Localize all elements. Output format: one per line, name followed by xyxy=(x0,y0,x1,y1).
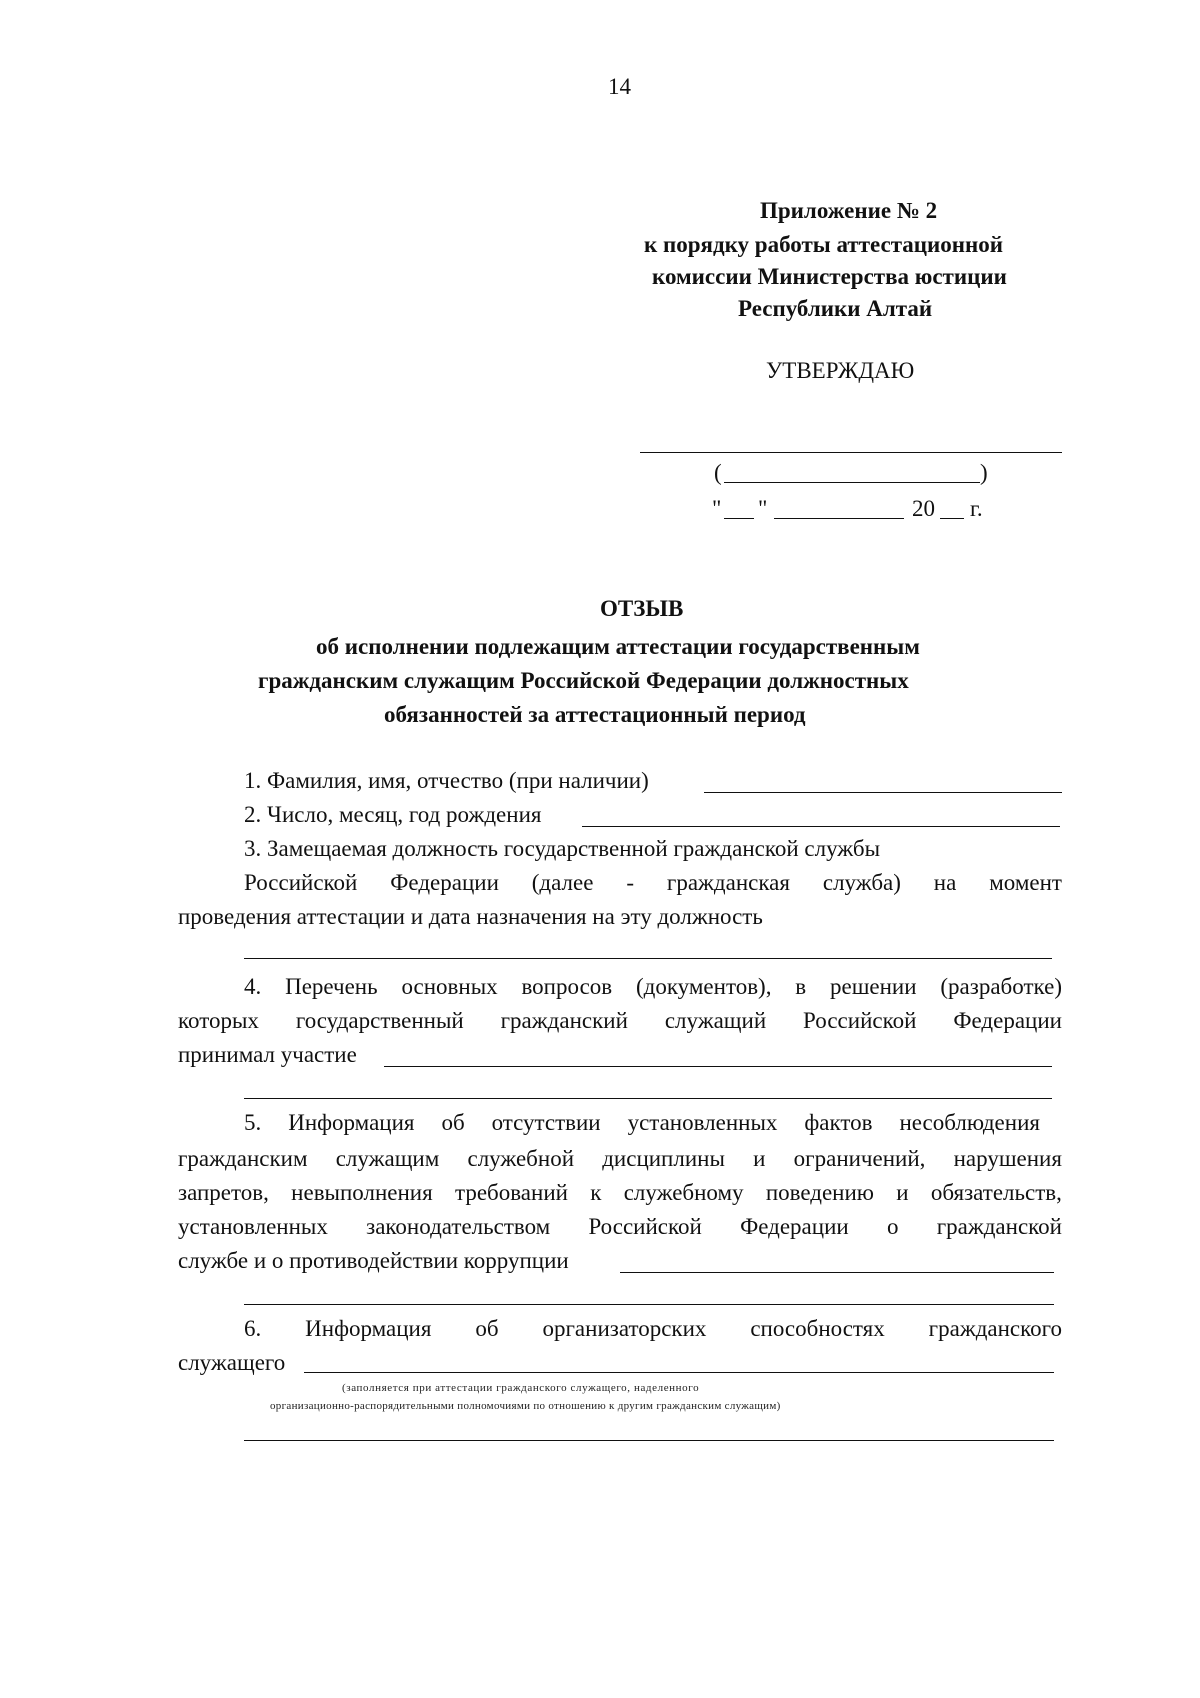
word: гражданской xyxy=(936,1214,1062,1239)
word: Федерации xyxy=(390,870,499,895)
full-name-line[interactable] xyxy=(704,792,1062,793)
word: Информация xyxy=(288,1110,415,1135)
word: и xyxy=(753,1146,766,1171)
word: гражданского xyxy=(928,1316,1062,1341)
field-4-line-1 xyxy=(244,974,1062,1000)
field-5-line-1 xyxy=(244,1110,1040,1136)
word: об xyxy=(475,1316,499,1341)
participation-line-2[interactable] xyxy=(244,1098,1052,1099)
compliance-line-1[interactable] xyxy=(620,1272,1054,1273)
field-3-line-1: 3. Замещаемая должность государственной гражданской службы xyxy=(244,836,881,861)
word: дисциплины xyxy=(602,1146,725,1171)
word: установленных xyxy=(627,1110,778,1135)
year-line xyxy=(940,518,964,519)
word: Российской xyxy=(244,870,358,895)
word: фактов xyxy=(804,1110,873,1135)
word: способностях xyxy=(750,1316,885,1341)
word: в xyxy=(795,974,807,999)
word: (документов), xyxy=(635,974,772,999)
word: и xyxy=(896,1180,909,1205)
heading-line-3: обязанностей за аттестационный период xyxy=(384,702,806,727)
word: Российской xyxy=(588,1214,702,1239)
word: служебной xyxy=(467,1146,574,1171)
date-quote-left: " xyxy=(712,496,722,521)
word: требований xyxy=(455,1180,568,1205)
date-quote-right: " xyxy=(758,496,768,521)
page-number: 14 xyxy=(608,74,631,99)
word: невыполнения xyxy=(291,1180,433,1205)
field-6-note-1: (заполняется при аттестации гражданского служащего, наделенного xyxy=(342,1382,700,1394)
word: государственный xyxy=(295,1008,464,1033)
field-3-line-2 xyxy=(244,870,1062,896)
word: решении xyxy=(830,974,917,999)
word: 6. xyxy=(244,1316,262,1341)
word: которых xyxy=(178,1008,259,1033)
word: служебному xyxy=(623,1180,744,1205)
word: Информация xyxy=(305,1316,432,1341)
word: 4. xyxy=(244,974,262,999)
approve-label: УТВЕРЖДАЮ xyxy=(766,358,915,383)
approver-name-line xyxy=(724,482,980,483)
word: (далее xyxy=(531,870,594,895)
word: нарушения xyxy=(953,1146,1062,1171)
paren-close: ) xyxy=(980,460,988,485)
word: Перечень xyxy=(285,974,378,999)
word: основных xyxy=(401,974,498,999)
appendix-line-2: комиссии Министерства юстиции xyxy=(652,264,1007,289)
heading-line-2: гражданским служащим Российской Федерации должностных xyxy=(258,668,909,693)
field-2-label: 2. Число, месяц, год рождения xyxy=(244,802,542,827)
doc-title: ОТЗЫВ xyxy=(600,596,684,621)
field-4-line-2 xyxy=(178,1008,1062,1034)
word: запретов, xyxy=(178,1180,269,1205)
word: несоблюдения xyxy=(899,1110,1040,1135)
word: гражданский xyxy=(500,1008,628,1033)
word: момент xyxy=(989,870,1062,895)
field-5-line-3 xyxy=(178,1180,1062,1206)
word: служащим xyxy=(335,1146,440,1171)
word: ограничений, xyxy=(793,1146,926,1171)
position-line[interactable] xyxy=(244,958,1052,959)
word: поведению xyxy=(765,1180,874,1205)
field-3-line-3: проведения аттестации и дата назначения на эту должность xyxy=(178,904,763,929)
birth-date-line[interactable] xyxy=(582,826,1060,827)
month-line xyxy=(774,518,904,519)
field-6-line-1 xyxy=(244,1316,1062,1342)
word: (разработке) xyxy=(940,974,1062,999)
word: Федерации xyxy=(953,1008,1062,1033)
year-suffix: г. xyxy=(970,496,983,521)
field-1-label: 1. Фамилия, имя, отчество (при наличии) xyxy=(244,768,649,793)
field-6-note-2: организационно-распорядительными полномочиями по отношению к другим гражданским служащим) xyxy=(270,1400,781,1412)
word: установленных xyxy=(178,1214,328,1239)
appendix-line-1: к порядку работы аттестационной xyxy=(644,232,1004,257)
field-5-line-5: службе и о противодействии коррупции xyxy=(178,1248,569,1273)
field-5-line-2 xyxy=(178,1146,1062,1172)
organizational-skills-line-2[interactable] xyxy=(244,1440,1054,1441)
field-6-line-2: служащего xyxy=(178,1350,286,1375)
heading-line-1: об исполнении подлежащим аттестации государственным xyxy=(316,634,920,659)
appendix-line-3: Республики Алтай xyxy=(738,296,933,321)
word: служащий xyxy=(664,1008,767,1033)
word: обязательств, xyxy=(930,1180,1062,1205)
word: о xyxy=(886,1214,899,1239)
participation-line-1[interactable] xyxy=(384,1066,1052,1067)
field-5-line-4 xyxy=(178,1214,1062,1240)
paren-open: ( xyxy=(714,460,722,485)
word: на xyxy=(933,870,957,895)
day-line xyxy=(724,518,754,519)
compliance-line-2[interactable] xyxy=(244,1304,1054,1305)
word: 5. xyxy=(244,1110,262,1135)
word: вопросов xyxy=(521,974,613,999)
organizational-skills-line[interactable] xyxy=(304,1372,1054,1373)
word: Федерации xyxy=(740,1214,849,1239)
appendix-title: Приложение № 2 xyxy=(760,198,938,223)
word: законодательством xyxy=(366,1214,551,1239)
word: - xyxy=(626,870,634,895)
word: организаторских xyxy=(542,1316,707,1341)
word: Российской xyxy=(803,1008,917,1033)
word: об xyxy=(441,1110,465,1135)
year-prefix: 20 xyxy=(912,496,935,521)
word: отсутствии xyxy=(491,1110,601,1135)
word: к xyxy=(590,1180,602,1205)
word: гражданская xyxy=(666,870,790,895)
approver-signature-line xyxy=(640,452,1062,453)
word: служба) xyxy=(822,870,901,895)
field-4-line-3: принимал участие xyxy=(178,1042,357,1067)
word: гражданским xyxy=(178,1146,308,1171)
